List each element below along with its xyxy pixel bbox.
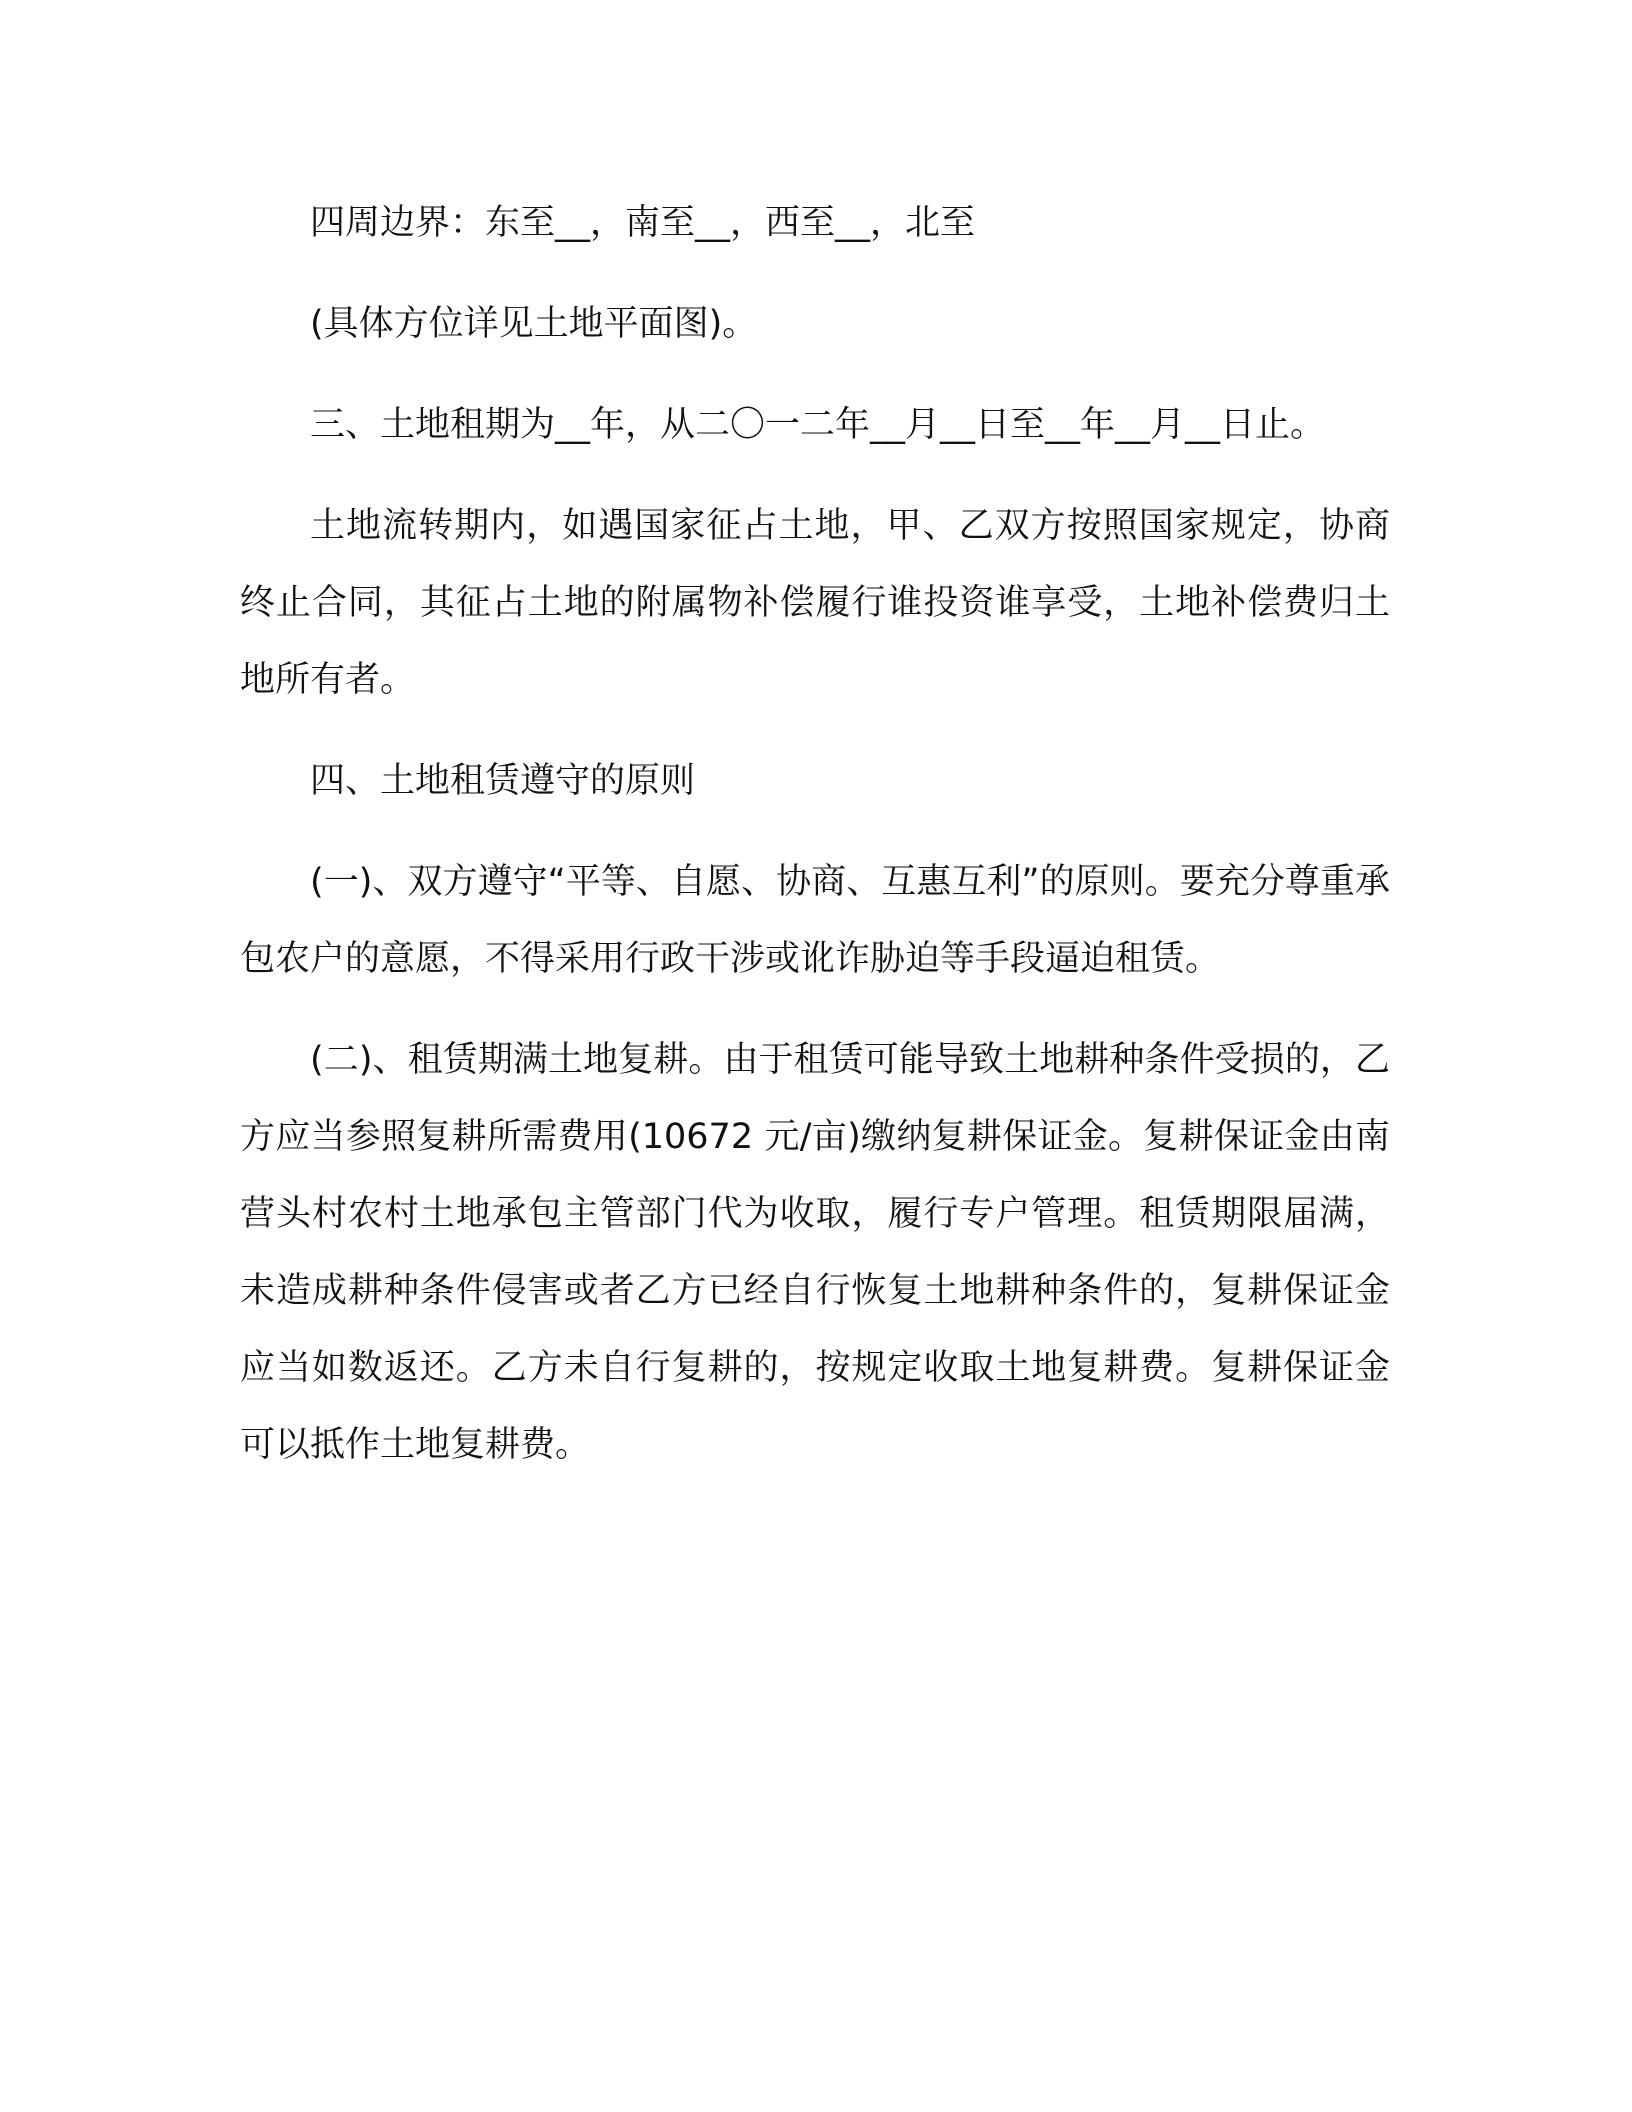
- principle-two-paragraph: (二)、租赁期满土地复耕。由于租赁可能导致土地耕种条件受损的，乙方应当参照复耕所需费用(10672 元/亩)缴纳复耕保证金。复耕保证金由南营头村农村土地承包主管部门代为收取，履行专户管理。租赁期限届满，未造成耕种条件侵害或者乙方已经自行恢复土地耕种条件的，复耕保证金应当如数返还。乙方未自行复耕的，按规定收取土地复耕费。复耕保证金可以抵作土地复耕费。: [240, 1040, 1390, 1465]
- principle-one-paragraph: (一)、双方遵守“平等、自愿、协商、互惠互利”的原则。要充分尊重承包农户的意愿，不得采用行政干涉或讹诈胁迫等手段逼迫租赁。: [240, 862, 1390, 979]
- document-body: [240, 185, 1390, 1508]
- map-note-paragraph: (具体方位详见土地平面图)。: [310, 304, 758, 344]
- section-four-heading: 四、土地租赁遵守的原则: [310, 761, 696, 801]
- boundary-paragraph: 四周边界：东至__，南至__，西至__，北至: [310, 203, 976, 243]
- expropriation-paragraph: 土地流转期内，如遇国家征占土地，甲、乙双方按照国家规定，协商终止合同，其征占土地的附属物补偿履行谁投资谁享受，土地补偿费归土地所有者。: [240, 506, 1390, 700]
- lease-term-paragraph: 三、土地租期为__年，从二〇一二年__月__日至__年__月__日止。: [310, 405, 1326, 445]
